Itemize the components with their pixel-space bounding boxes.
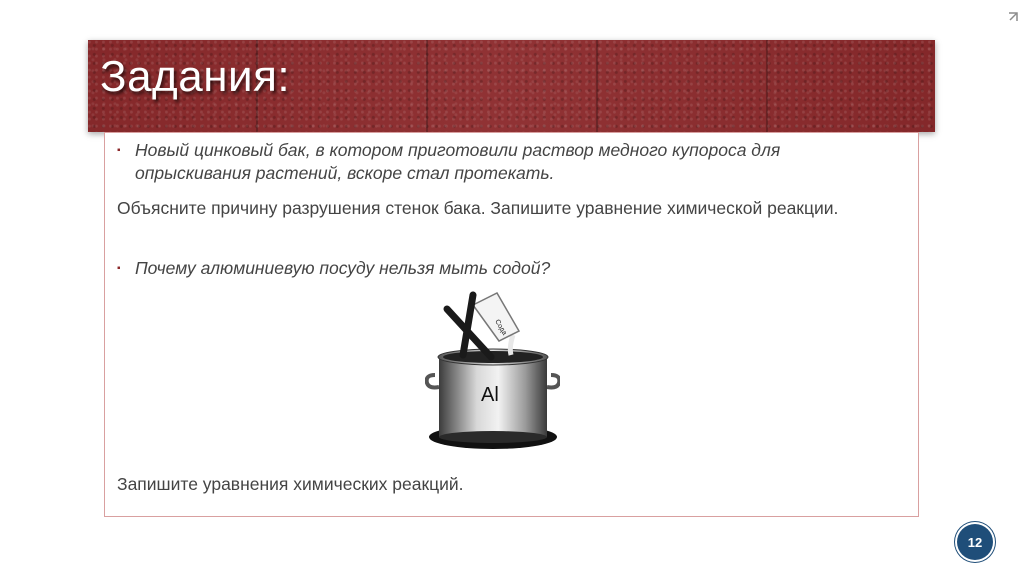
task-2 xyxy=(117,257,897,280)
aluminum-pot-illustration xyxy=(425,291,560,453)
task-2-instruction: Запишите уравнения химических реакций. xyxy=(117,474,464,494)
task-1-instruction: Объясните причину разрушения стенок бака. Запишите уравнение химической реакции. xyxy=(117,198,839,218)
content-box xyxy=(104,132,919,517)
pot-label: Al xyxy=(481,384,499,406)
page-number-badge: 12 xyxy=(957,524,993,560)
soda-packet xyxy=(473,293,519,341)
task-1-text: Новый цинковый бак, в котором приготовили раствор медного купороса для опрыскивания растений, вскоре стал протекать. xyxy=(135,140,781,183)
bullet-square-icon: ▪ xyxy=(117,145,121,156)
task-2-text: Почему алюминиевую посуду нельзя мыть содой? xyxy=(135,258,551,278)
corner-arrow-icon xyxy=(1008,12,1018,22)
title-banner xyxy=(88,40,935,132)
task-1 xyxy=(117,139,897,185)
packet-label: Сода xyxy=(493,318,508,337)
bullet-square-icon: ▪ xyxy=(117,263,121,274)
slide-title: Задания: xyxy=(100,52,291,101)
